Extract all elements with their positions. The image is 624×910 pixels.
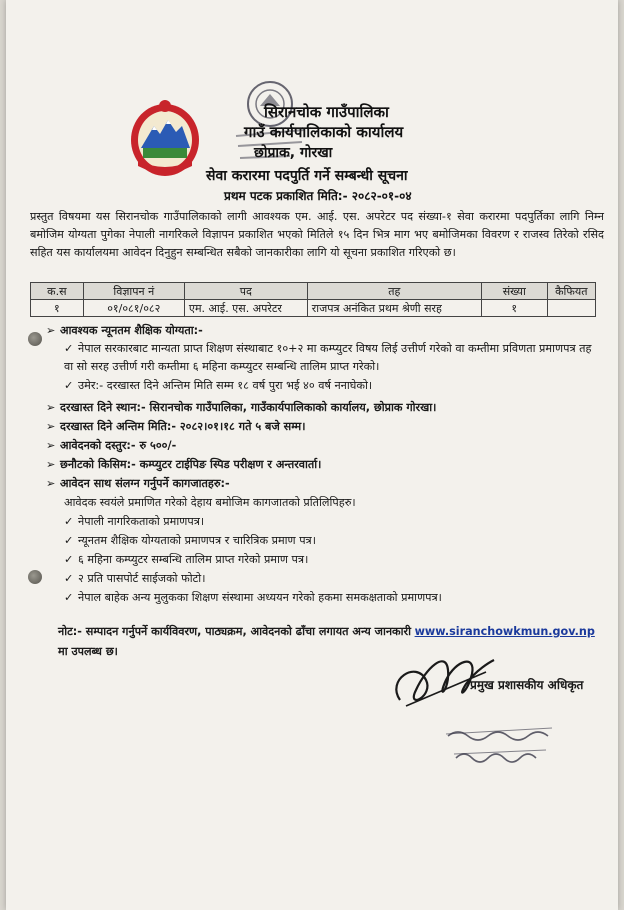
- arrow-bullet-icon: ➢: [46, 439, 56, 452]
- notice-page: [6, 0, 618, 910]
- detail-item: ➢ आवेदन साथ संलग्न गर्नुपर्ने कागजातहरु:-: [46, 477, 230, 490]
- table-header-row: [31, 283, 596, 300]
- check-icon: ✓: [64, 515, 74, 528]
- detail-item: ➢ दरखास्त दिने अन्तिम मिति:- २०८२।०१।१८ गते ५ बजे सम्म।: [46, 420, 306, 433]
- punch-hole: [28, 570, 42, 584]
- document-item: ✓ २ प्रति पासपोर्ट साईजको फोटो।: [64, 572, 206, 585]
- vacancy-table: [30, 282, 596, 317]
- table-cell: एम. आई. एस. अपरेटर: [184, 300, 307, 317]
- office-name: गाउँ कार्यपालिकाको कार्यालय: [244, 123, 404, 141]
- office-address: छोप्राक, गोरखा: [254, 145, 333, 161]
- arrow-bullet-icon: ➢: [46, 458, 56, 471]
- documents-intro: आवेदक स्वयंले प्रमाणित गरेको देहाय बमोजिम कागजातको प्रतिलिपिहरु।: [64, 496, 356, 509]
- website-link[interactable]: www.siranchowkmun.gov.np: [414, 625, 595, 638]
- table-header: पद: [184, 283, 307, 300]
- arrow-bullet-icon: ➢: [46, 401, 56, 414]
- intro-paragraph: प्रस्तुत विषयमा यस सिरानचोक गाउँपालिकाको लागी आवश्यक एम. आई. एस. अपरेटर पद संख्या-१ सेवा करारमा पदपुर्तिका लागि निम्न बमोजिम योग्यता पुगेका नेपाली नागरिकले विज्ञापन प्रकाशित भएको मितिले १५ दिन भित्र माग भए बमोजिमका विवरण र राजस्व तिरेको रसिद सहित यस कार्यालयमा आवेदन दिनुहुन सम्बन्धित सबैको जानकारीका लागि यो सूचना प्रकाशित गरिएको छ।: [30, 210, 604, 259]
- check-icon: ✓: [64, 572, 74, 585]
- notice-subject: सेवा करारमा पदपुर्ति गर्ने सम्बन्धी सूचना: [206, 168, 408, 184]
- table-header: विज्ञापन नं: [83, 283, 184, 300]
- arrow-bullet-icon: ➢: [46, 324, 56, 337]
- punch-hole: [28, 332, 42, 346]
- table-cell: राजपत्र अनंकित प्रथम श्रेणी सरह: [307, 300, 481, 317]
- table-cell: ०१/०८१/०८२: [83, 300, 184, 317]
- table-header: क.स: [31, 283, 84, 300]
- table-cell: १: [481, 300, 547, 317]
- table-cell: [547, 300, 595, 317]
- check-icon: ✓: [64, 379, 74, 392]
- document-item: ✓ न्यूनतम शैक्षिक योग्यताको प्रमाणपत्र र चारित्रिक प्रमाण पत्र।: [64, 534, 316, 547]
- check-icon: ✓: [64, 342, 74, 355]
- published-date: प्रथम पटक प्रकाशित मिति:- २०८२-०१-०४: [224, 189, 412, 203]
- check-icon: ✓: [64, 534, 74, 547]
- table-row: [31, 300, 596, 317]
- detail-item: ➢ आवेदनको दस्तुर:- रु ५००/-: [46, 439, 177, 452]
- table-cell: १: [31, 300, 84, 317]
- check-icon: ✓: [64, 553, 74, 566]
- note-text: नोट:- सम्पादन गर्नुपर्ने कार्यविवरण, पाठ्यक्रम, आवेदनको ढाँचा लगायत अन्य जानकारी: [58, 625, 412, 638]
- qualification-item: ✓ उमेर:- दरखास्त दिने अन्तिम मिति सम्म १८ वर्ष पुरा भई ४० वर्ष ननाघेको।: [64, 379, 373, 392]
- document-item: ✓ ६ महिना कम्प्युटर सम्बन्धि तालिम प्राप्त गरेको प्रमाण पत्र।: [64, 553, 309, 566]
- qualification-item: ✓ नेपाल सरकारबाट मान्यता प्राप्त शिक्षण संस्थाबाट १०+२ मा कम्प्युटर विषय लिई उत्तीर्ण गरेको वा कम्तीमा प्रविणता प्रमाणपत्र तह वा सो सरह उत्तीर्ण गरी कम्तीमा ६ महिना कम्प्युटर सम्बन्धि तालिम प्राप्त गरेको।: [64, 342, 592, 373]
- arrow-bullet-icon: ➢: [46, 420, 56, 433]
- table-header: तह: [307, 283, 481, 300]
- detail-item: ➢ छनौटको किसिम:- कम्प्युटर टाईपिङ स्पिड परीक्षण र अन्तरवार्ता।: [46, 458, 322, 471]
- table-header: कैफियत: [547, 283, 595, 300]
- table-header: संख्या: [481, 283, 547, 300]
- nepal-emblem-icon: [126, 96, 204, 178]
- document-item: ✓ नेपाली नागरिकताको प्रमाणपत्र।: [64, 515, 205, 528]
- detail-item: ➢ दरखास्त दिने स्थान:- सिरानचोक गाउँपालिका, गाउँकार्यपालिकाको कार्यालय, छोप्राक गोरखा।: [46, 401, 437, 414]
- check-icon: ✓: [64, 591, 74, 604]
- document-item: ✓ नेपाल बाहेक अन्य मुलुकका शिक्षण संस्थामा अध्ययन गरेको हकमा समकक्षताको प्रमाणपत्र।: [64, 591, 442, 604]
- officer-title: प्रमुख प्रशासकीय अधिकृत: [470, 678, 584, 692]
- qualification-heading: ➢ आवश्यक न्यूनतम शैक्षिक योग्यता:-: [46, 324, 203, 337]
- handwritten-name-icon: [442, 720, 562, 770]
- note-text-after: मा उपलब्ध छ।: [58, 645, 118, 658]
- arrow-bullet-icon: ➢: [46, 477, 56, 490]
- footnote: [58, 622, 598, 662]
- municipality-name: सिरानचोक गाउँपालिका: [264, 103, 389, 121]
